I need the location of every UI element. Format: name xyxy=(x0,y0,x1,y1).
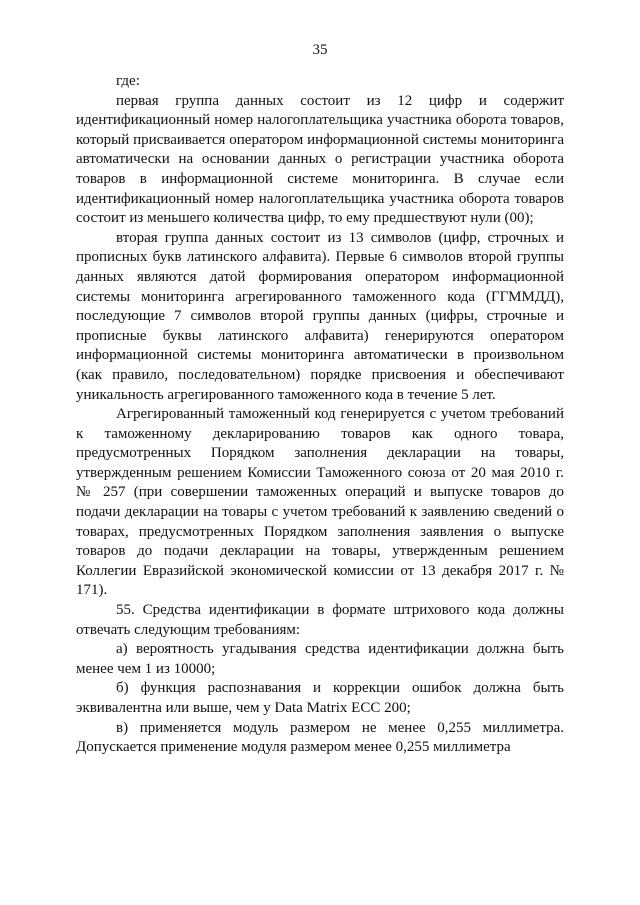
paragraph-requirement-a: а) вероятность угадывания средства идентификации должна быть менее чем 1 из 10000; xyxy=(76,641,564,677)
page-number: 35 xyxy=(312,42,328,58)
paragraph-second-data-group: вторая группа данных состоит из 13 символов (цифр, строчных и прописных букв латинского алфавита). Первые 6 символов второй группы данных являются датой формирования оператором информационной системы мониторинга агрегированного таможенного кода (ГГММДД), последующие 7 символов второй группы данных (цифры, строчные и прописные буквы латинского алфавита) генерируются оператором информационной системы мониторинга автоматически в произвольном (как правило, последовательном) порядке присвоения и обеспечивают уникальность агрегированного таможенного кода в течение 5 лет. xyxy=(76,229,564,403)
paragraph-item-55: 55. Средства идентификации в формате штрихового кода должны отвечать следующим требованиям: xyxy=(76,602,564,638)
paragraph-where: где: xyxy=(116,73,140,89)
paragraph-requirement-b: б) функция распознавания и коррекции ошибок должна быть эквивалентна или выше, чем у Data Matrix ECC 200; xyxy=(76,680,564,716)
paragraph-aggregated-customs-code: Агрегированный таможенный код генерируется с учетом требований к таможенному декларированию товаров как одного товара, предусмотренных Порядком заполнения декларации на товары, утвержденным решением Комиссии Таможенного союза от 20 мая 2010 г. № 257 (при совершении таможенных операций и выпуске товаров до подачи декларации на товары с учетом требований к заявлению сведений о товарах, предусмотренных Порядком заполнения заявления о выпуске товаров до подачи декларации на товары, утвержденным решением Коллегии Евразийской экономической комиссии от 13 декабря 2017 г. № 171). xyxy=(76,406,564,599)
paragraph-first-data-group: первая группа данных состоит из 12 цифр и содержит идентификационный номер налогоплательщика участника оборота товаров, который присваивается оператором информационной системы мониторинга автоматически на основании данных о регистрации участника оборота товаров в информационной системе мониторинга. В случае если идентификационный номер налогоплательщика участника оборота товаров состоит из меньшего количества цифр, то ему предшествуют нули (00); xyxy=(76,92,564,227)
paragraph-requirement-v: в) применяется модуль размером не менее 0,255 миллиметра. Допускается применение модуля размером менее 0,255 миллиметра xyxy=(76,719,564,756)
document-body xyxy=(76,72,564,758)
